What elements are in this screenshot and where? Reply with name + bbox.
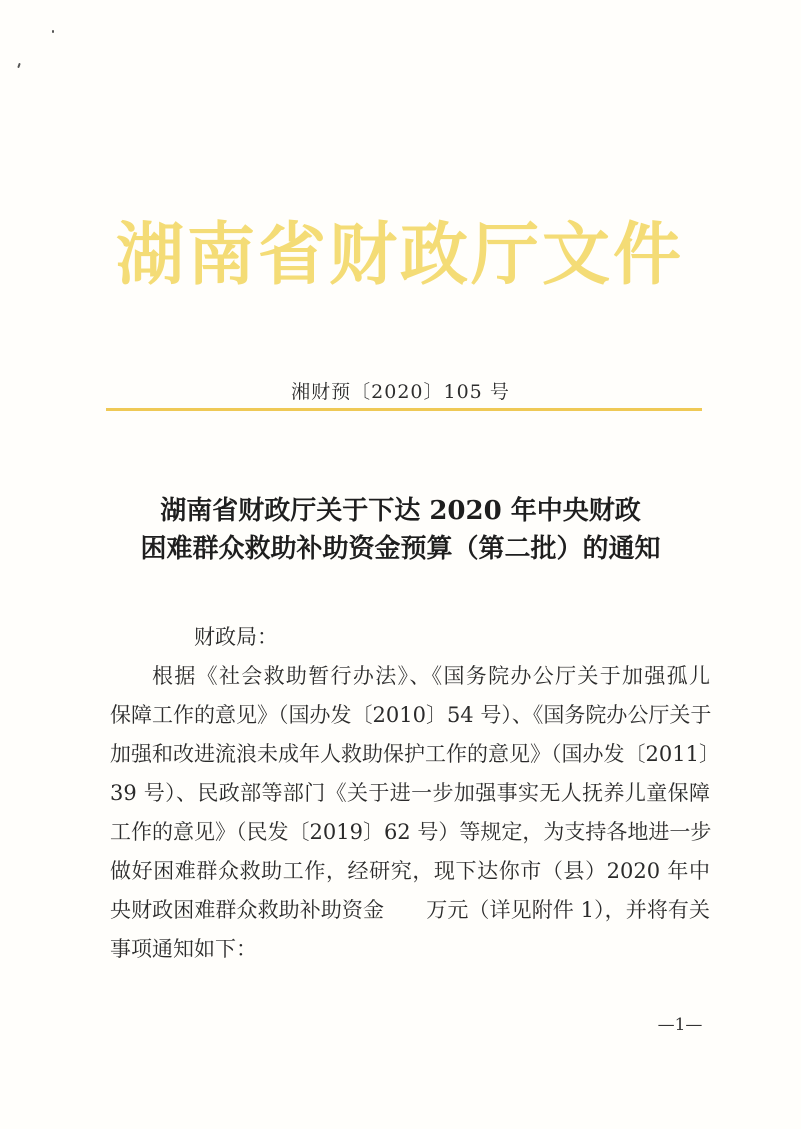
body-line: 事项通知如下： xyxy=(110,937,257,961)
body-line: 做好困难群众救助工作，经研究，现下达你市（县）2020 年中 xyxy=(110,859,710,883)
page-number: —1— xyxy=(657,1015,703,1035)
notice-title-line-2: 困难群众救助补助资金预算（第二批）的通知 xyxy=(140,534,661,564)
body-line: 工作的意见》（民发〔2019〕62 号）等规定，为支持各地进一步 xyxy=(110,820,712,844)
body-line: 加强和改进流浪未成年人救助保护工作的意见》（国办发〔2011〕 xyxy=(110,742,720,766)
addressee: 财政局： xyxy=(194,625,278,649)
body-line: 央财政困难群众救助补助资金 万元（详见附件 1），并将有关 xyxy=(110,898,710,922)
body-line: 39 号）、民政部等部门《关于进一步加强事实无人抚养儿童保障 xyxy=(110,781,710,805)
document-number: 湘财预〔2020〕105 号 xyxy=(291,381,510,403)
scan-speck xyxy=(52,30,54,33)
agency-header-title: 湖南省财政厅文件 xyxy=(115,216,684,295)
scan-speck xyxy=(17,63,21,68)
body-line: 根据《社会救助暂行办法》、《国务院办公厅关于加强孤儿 xyxy=(152,664,710,688)
header-divider xyxy=(106,408,702,411)
notice-title-line-1: 湖南省财政厅关于下达 2020 年中央财政 xyxy=(160,496,641,526)
notice-title xyxy=(60,492,741,568)
notice-body xyxy=(110,618,720,969)
body-line: 保障工作的意见》（国办发〔2010〕54 号）、《国务院办公厅关于 xyxy=(110,703,712,727)
